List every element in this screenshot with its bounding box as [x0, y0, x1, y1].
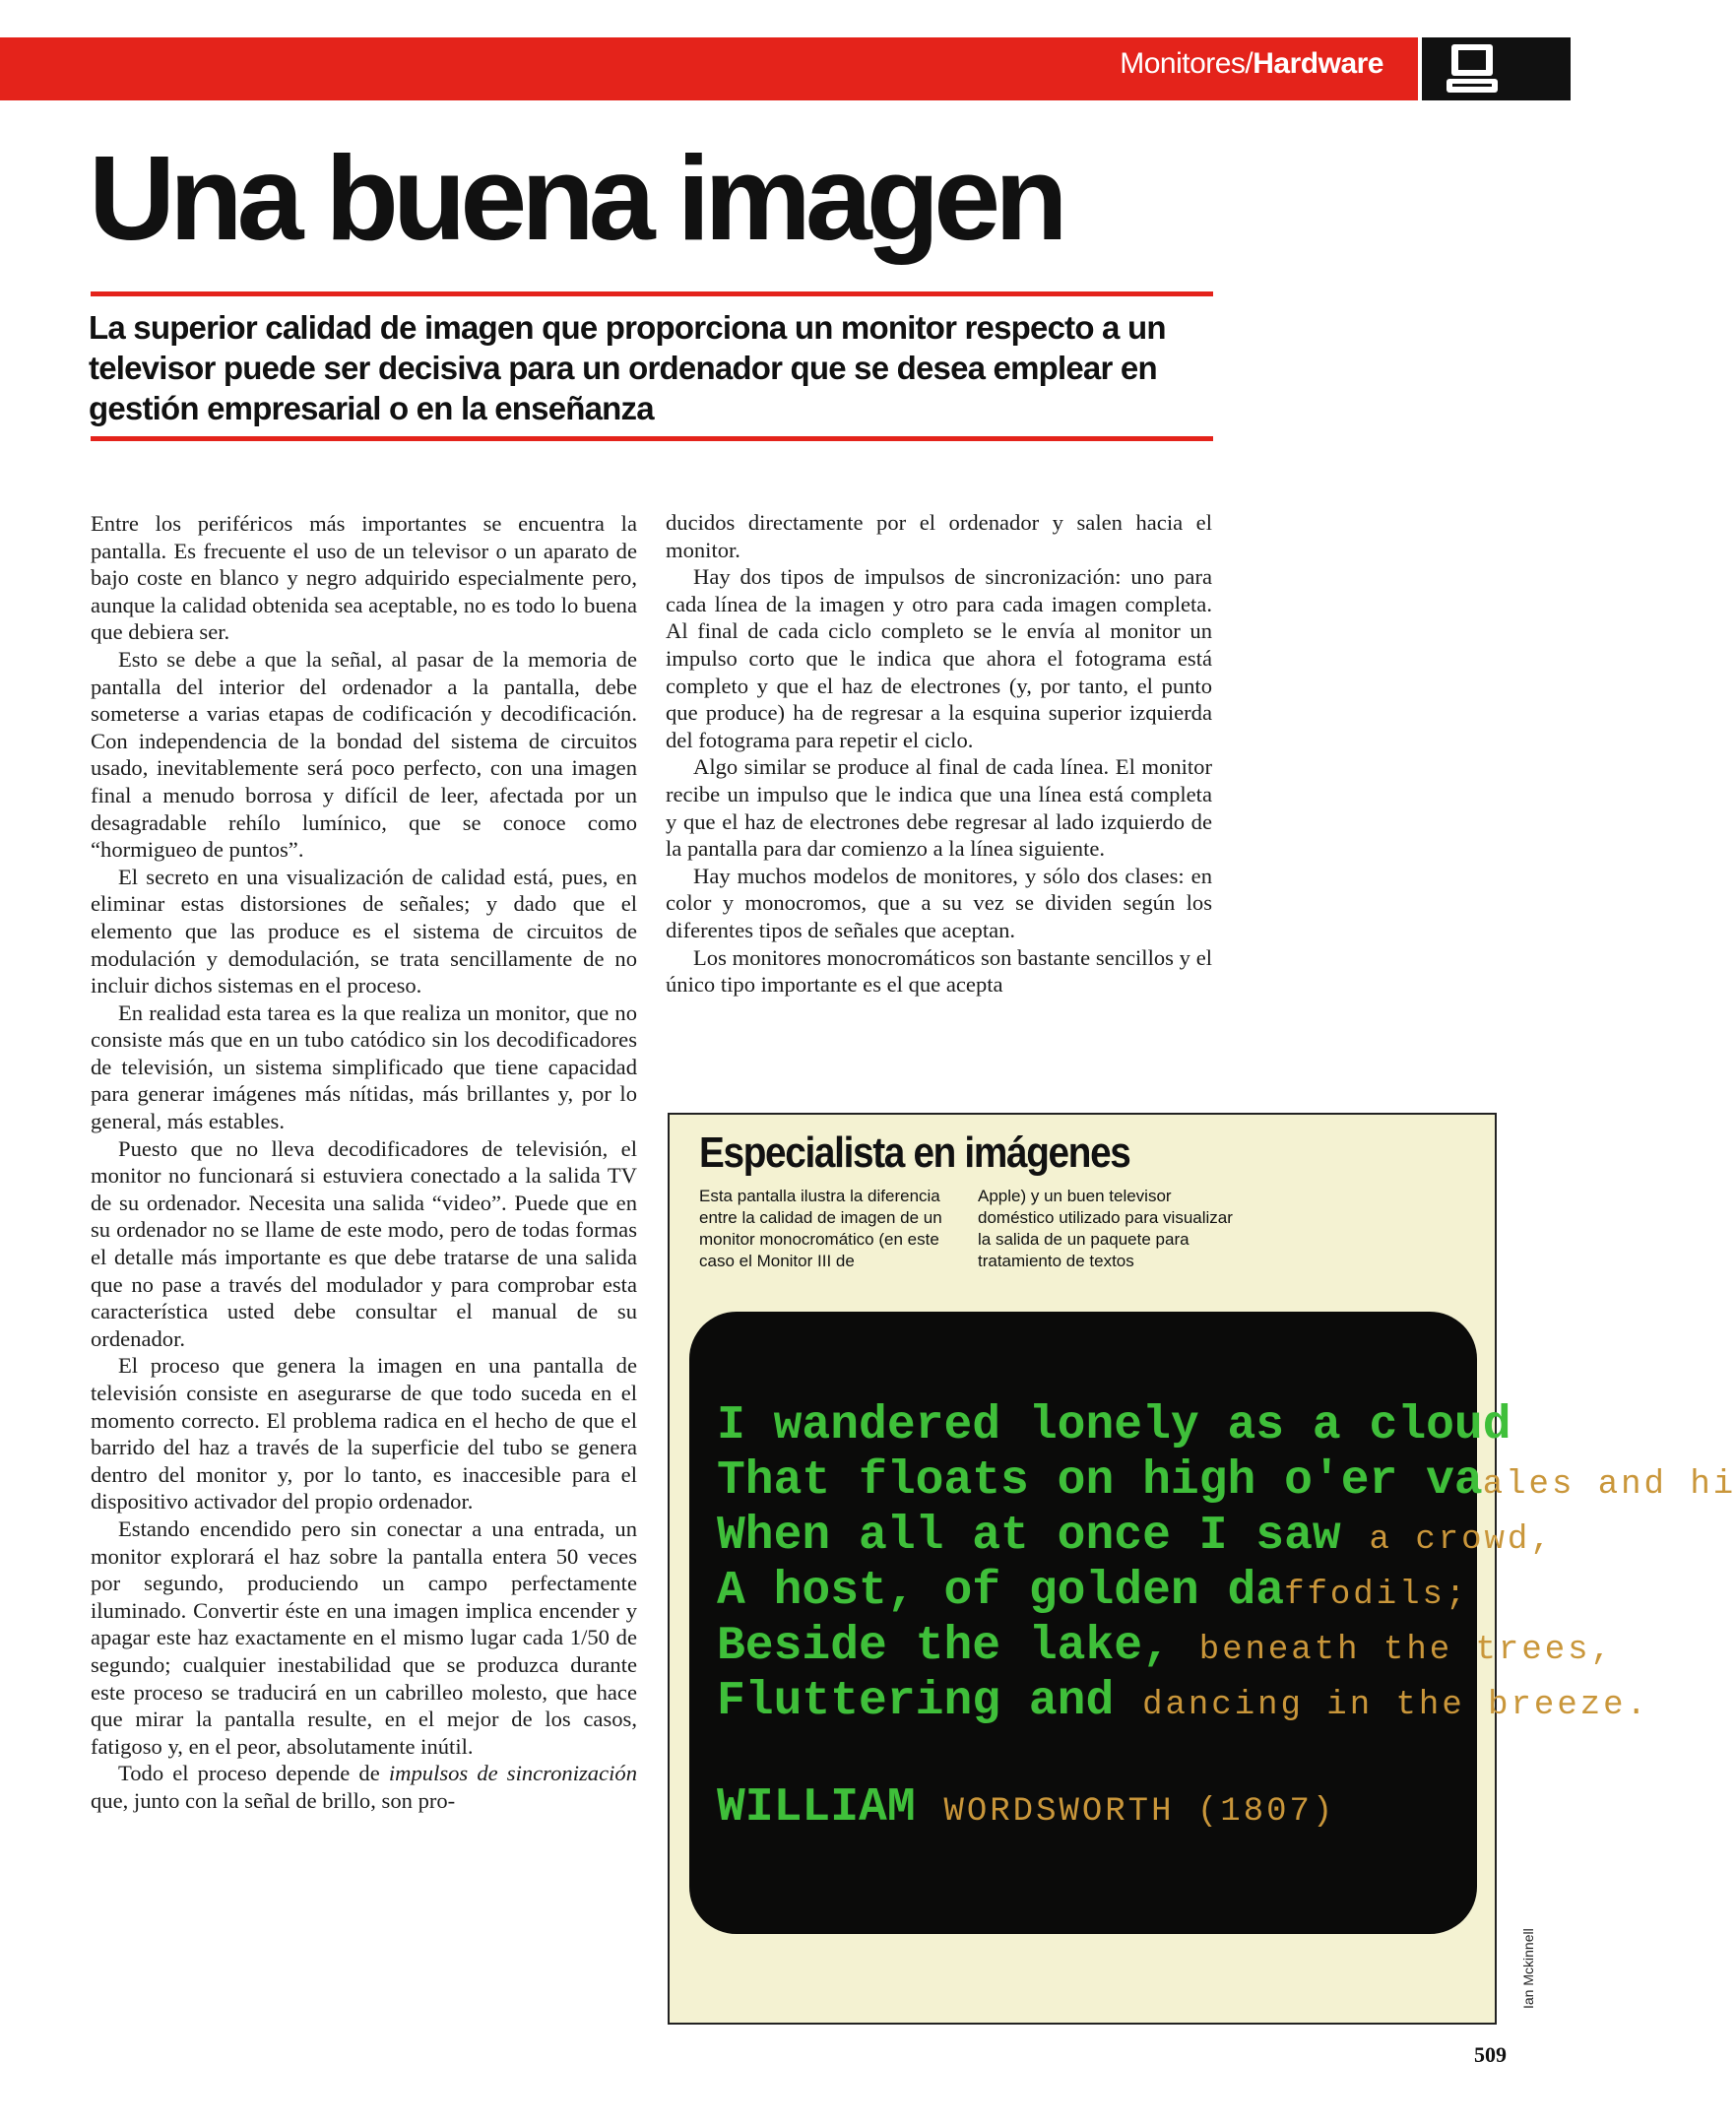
text-run: Todo el proceso depende de [118, 1761, 389, 1786]
tv-text: ales and hi [1482, 1466, 1736, 1504]
tv-text: beneath the trees, [1198, 1632, 1614, 1669]
paragraph: Entre los periféricos más importantes se encuentra la pantalla. Es frecuente el uso de un televisor o un aparato de bajo coste en blanco y negro adquirido especialmente pero, aunque la calidad obtenida sea aceptable, no es todo lo buena que debiera ser. [91, 511, 637, 645]
paragraph-with-italic [91, 1760, 637, 1814]
screen-line [717, 1731, 1736, 1782]
page-number: 509 [1474, 2042, 1507, 2067]
left-column [91, 510, 637, 1815]
tv-text: WORDSWORTH (1807) [943, 1793, 1336, 1831]
top-rule [91, 291, 1213, 296]
italic-term: impulsos de sincronización [388, 1761, 637, 1786]
paragraph: Hay dos tipos de impulsos de sincronización: uno para cada línea de la imagen y otro para cada imagen completa. Al final de cada ciclo completo se le envía al monitor un impulso corto que le indica que ahora el fotograma está completo y que el haz de electrones (y, por tanto, el punto que produce) ha de regresar a la esquina superior izquierda del fotograma para repetir el ciclo. [666, 564, 1212, 752]
photo-credit: Ian Mckinnell [1520, 1928, 1536, 2009]
screen-line [717, 1782, 1736, 1837]
sidebar-caption-right: Apple) y un buen televisor doméstico utilizado para visualizar la salida de un paquete para tratamiento de textos [978, 1187, 1233, 1270]
bottom-rule [91, 436, 1213, 441]
monitor-text: WILLIAM [717, 1781, 916, 1835]
screen-line [717, 1511, 1736, 1566]
screen-text [717, 1400, 1736, 1837]
section-name: Monitores/ [1120, 47, 1254, 80]
computer-icon [1443, 41, 1502, 97]
article-title: Una buena imagen [89, 131, 1062, 265]
monitor-text: Fluttering and [717, 1675, 1115, 1728]
section-icon-box [1422, 37, 1571, 100]
monitor-text: I wandered lonely as a cloud [717, 1399, 1511, 1452]
section-name-bold: Hardware [1253, 47, 1383, 80]
paragraph: Puesto que no lleva decodificadores de televisión, el monitor no funcionará si estuviera conectado a la salida TV de su ordenador. Necesita una salida “video”. Puede que en su ordenador no se llame de este modo, pero de todas formas el detalle más importante es que debe tratarse de una salida que no pase a través del modulador y para comprobar esta característica usted debe consultar el manual de su ordenador. [91, 1135, 637, 1351]
section-label [1120, 47, 1383, 81]
paragraph: Los monitores monocromáticos son bastante sencillos y el único tipo importante es el que acepta [666, 944, 1212, 998]
tv-text: dancing in the breeze. [1142, 1687, 1649, 1724]
monitor-text: A host, of golden da [717, 1565, 1285, 1618]
monitor-screen-image [689, 1312, 1736, 1934]
monitor-text: When all at once I saw [717, 1510, 1341, 1563]
paragraph: El secreto en una visualización de calidad está, pues, en eliminar estas distorsiones de señales; y dado que el elemento que las produce es el sistema de circuitos de modulación y demodulación, se trata sencillamente de no incluir dichos sistemas en el proceso. [91, 864, 637, 999]
screen-line [717, 1566, 1736, 1621]
sidebar-title: Especialista en imágenes [699, 1128, 1130, 1177]
screen-line [717, 1621, 1736, 1676]
monitor-text: Beside the lake, [717, 1620, 1171, 1673]
paragraph: Estando encendido pero sin conectar a una entrada, un monitor explorará el haz sobre la pantalla entera 50 veces por segundo, produciendo un campo perfectamente iluminado. Convertir éste en una imagen implica encender y apagar este haz exactamente en el mismo lugar cada 1/50 de segundo; cualquier inestabilidad que se produzca durante este proceso se traducirá en un cabrilleo molesto, que hace que mirar la pantalla resulte, en el mejor de los casos, fatigoso y, en el peor, absolutamente inútil. [91, 1515, 637, 1759]
monitor-text: That floats on high o'er va [717, 1454, 1483, 1508]
paragraph: El proceso que genera la imagen en una pantalla de televisión consiste en asegurarse de que todo suceda en el momento correcto. El problema radica en el hecho de que el barrido del haz a través de la superficie del tubo se genera dentro del monitor y, por lo tanto, es inaccesible para el dispositivo activador del propio ordenador. [91, 1353, 637, 1515]
paragraph: Algo similar se produce al final de cada línea. El monitor recibe un impulso que le indica que una línea está completa y que el haz de electrones debe regresar al lado izquierdo de la pantalla para dar comienzo a la línea siguiente. [666, 754, 1212, 862]
screen-line [717, 1400, 1736, 1455]
paragraph: Esto se debe a que la señal, al pasar de la memoria de pantalla del interior del ordenador a la pantalla, debe someterse a varias etapas de codificación y decodificación. Con independencia de la bondad del sistema de circuitos usado, inevitablemente será poco perfecto, con una imagen final a menudo borrosa y difícil de leer, afectada por un desagradable rehílo lumínico, que se conoce como “hormigueo de puntos”. [91, 646, 637, 863]
tv-text: ffodils; [1284, 1577, 1469, 1614]
paragraph: Hay muchos modelos de monitores, y sólo dos clases: en color y monocromos, que a su vez se dividen según los diferentes tipos de señales que aceptan. [666, 863, 1212, 942]
article-lead: La superior calidad de imagen que proporciona un monitor respecto a un televisor puede ser decisiva para un ordenador que se desea emplear en gestión empresarial o en la enseñanza [89, 309, 1166, 426]
text-run: que, junto con la señal de brillo, son pro- [91, 1787, 456, 1813]
right-column [666, 509, 1212, 999]
sidebar-caption-left: Esta pantalla ilustra la diferencia entre la calidad de imagen de un monitor monocromático (en este caso el Monitor III de [699, 1187, 942, 1270]
screen-line [717, 1676, 1736, 1731]
paragraph: En realidad esta tarea es la que realiza un monitor, que no consiste más que en un tubo catódico sin los decodificadores de televisión, un sistema simplificado que tiene capacidad para generar imágenes más nítidas, más brillantes y, por lo general, más estables. [91, 999, 637, 1134]
tv-text: a crowd, [1369, 1521, 1554, 1559]
screen-line [717, 1455, 1736, 1511]
paragraph: ducidos directamente por el ordenador y salen hacia el monitor. [666, 510, 1212, 562]
